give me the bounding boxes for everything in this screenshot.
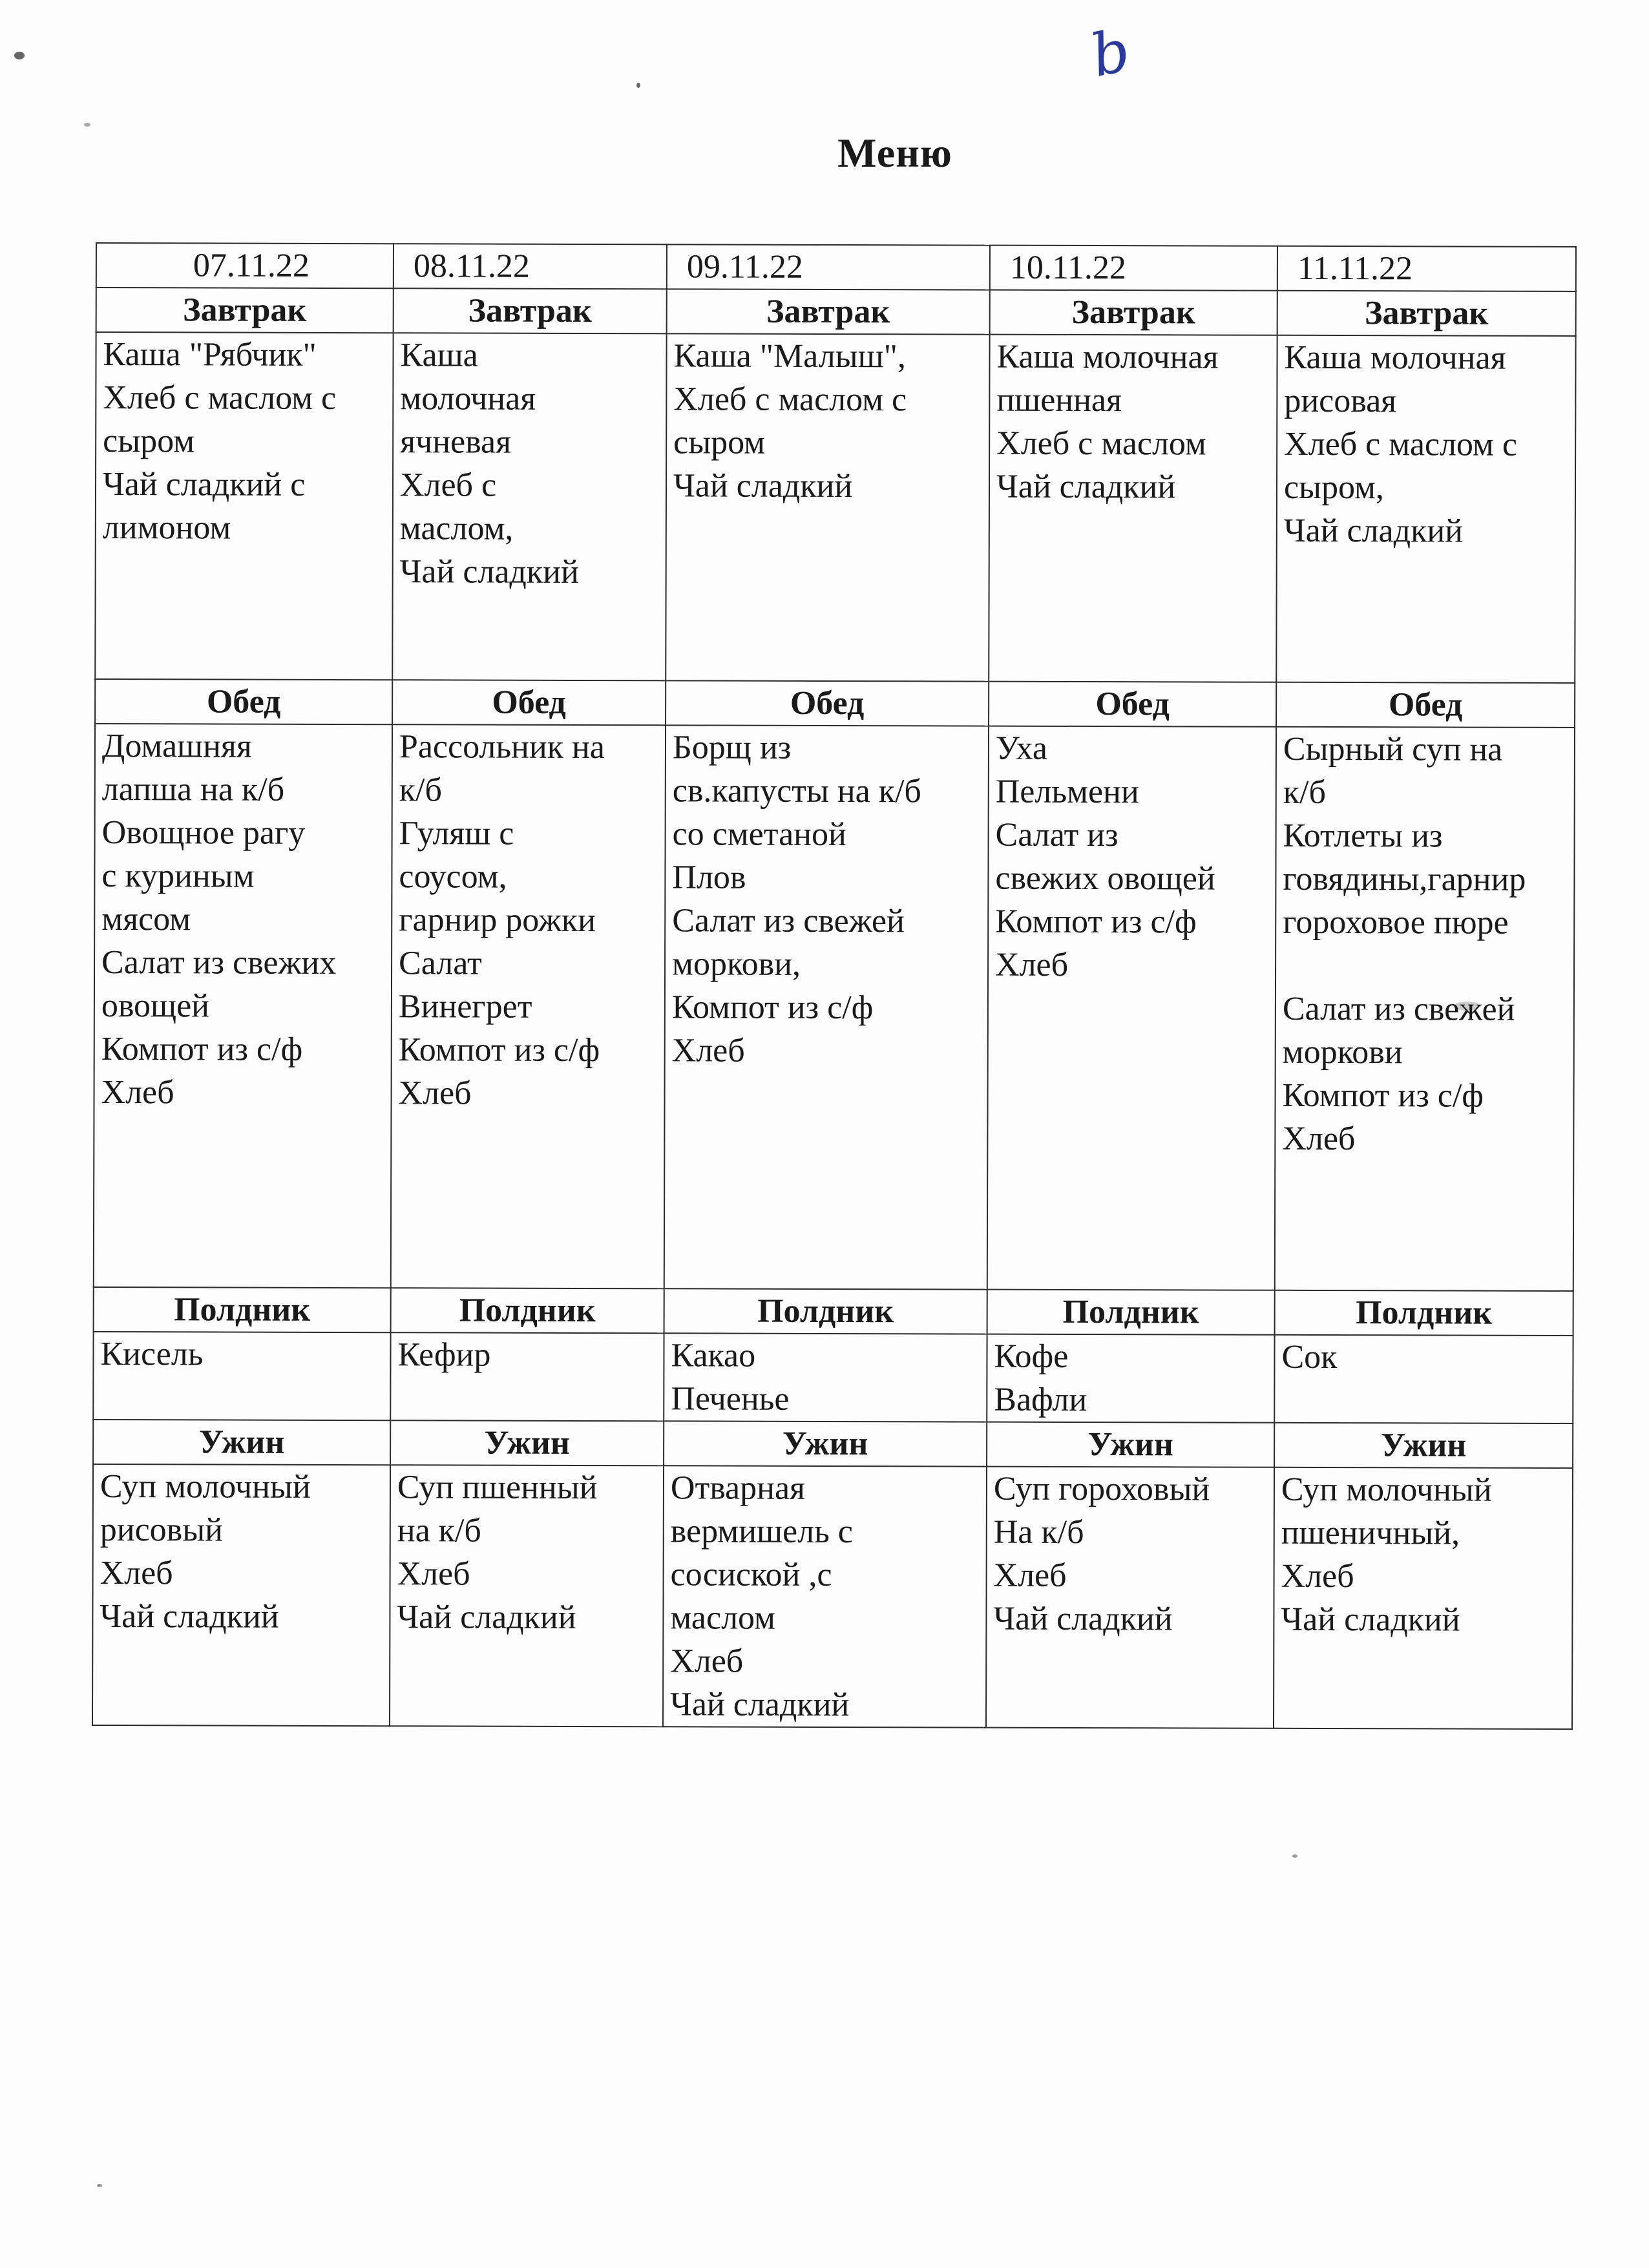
lunch-dishes-cell: [94, 724, 392, 1288]
dish-line: Хлеб: [995, 946, 1069, 983]
lunch-heading: Обед: [666, 680, 989, 726]
dish-line: Компот из с/ф: [101, 1031, 303, 1068]
breakfast-heading: Завтрак: [667, 289, 990, 334]
date-cell: 11.11.22: [1277, 246, 1576, 291]
dish-line: Хлеб: [1281, 1557, 1354, 1595]
lunch-heading: Обед: [989, 682, 1276, 727]
snack-heading: Полдник: [1275, 1290, 1573, 1336]
dish-line: со сметаной: [672, 815, 846, 854]
dish-line: Кисель: [100, 1336, 204, 1373]
breakfast-dishes-cell: [95, 332, 393, 680]
page-title: Меню: [837, 130, 952, 176]
dish-line: к/б: [399, 772, 443, 809]
dish-line: Вафли: [994, 1381, 1087, 1419]
snack-dishes-cell: [93, 1332, 390, 1420]
scan-speck: [97, 2184, 102, 2187]
dish-line: Чай сладкий: [670, 1686, 850, 1724]
dish-line: Чай сладкий: [399, 553, 579, 591]
dish-line: Печенье: [671, 1380, 790, 1418]
lunch-dishes-cell: [391, 724, 666, 1288]
dish-line: Суп пшенный: [397, 1469, 598, 1507]
dish-line: Хлеб: [1282, 1120, 1356, 1158]
dish-line: Хлеб: [398, 1075, 472, 1112]
snack-dishes-cell: [390, 1332, 664, 1421]
lunch-heading: Обед: [1276, 682, 1575, 728]
dish-line: Хлеб: [101, 1074, 174, 1111]
dish-line: Овощное рагу: [101, 814, 306, 852]
dinner-heading: Ужин: [664, 1421, 987, 1466]
lunch-dishes-cell: [987, 726, 1276, 1290]
scan-speck: [84, 123, 90, 127]
dinner-label-row: [93, 1420, 1573, 1468]
dish-line: Каша молочная: [1284, 339, 1506, 377]
dish-line: молочная: [400, 380, 536, 417]
lunch-dishes-cell: [1275, 727, 1575, 1291]
dinner-heading: Ужин: [1274, 1423, 1573, 1468]
breakfast-heading: Завтрак: [1277, 291, 1576, 336]
dish-line: Отварная: [670, 1469, 806, 1507]
dish-line: рисовый: [100, 1511, 224, 1549]
dish-line: Салат из свежих: [101, 944, 337, 982]
dish-line: лимоном: [102, 509, 231, 547]
dish-line: На к/б: [993, 1513, 1084, 1551]
dish-line: сыром: [103, 423, 195, 460]
dish-line: Пельмени: [995, 773, 1139, 811]
dish-line: Чай сладкий: [673, 467, 853, 505]
dish-line: соусом,: [399, 858, 507, 896]
snack-dishes-row: [93, 1332, 1573, 1423]
lunch-heading: Обед: [392, 680, 666, 725]
snack-heading: Полдник: [664, 1288, 987, 1334]
dish-line: Компот из с/ф: [671, 989, 874, 1027]
dish-line: Кофе: [994, 1338, 1069, 1375]
dish-line: Чай сладкий: [1283, 512, 1464, 550]
snack-label-row: [94, 1287, 1573, 1336]
dish-line: Каша "Малыш",: [673, 337, 906, 375]
dish-line: ячневая: [400, 423, 512, 461]
lunch-label-row: [95, 679, 1575, 728]
dish-line: Чай сладкий: [993, 1600, 1173, 1638]
dinner-heading: Ужин: [390, 1420, 664, 1465]
dish-line: моркови,: [672, 945, 801, 983]
dish-line: Суп молочный: [1281, 1471, 1492, 1509]
dish-line: Каша: [400, 337, 478, 374]
dish-line: сосиской ,с: [670, 1556, 832, 1593]
dish-line: Компот из с/ф: [1282, 1076, 1484, 1115]
breakfast-heading: Завтрак: [96, 288, 394, 333]
breakfast-heading: Завтрак: [990, 290, 1277, 335]
dish-line: Хлеб с маслом с: [673, 381, 907, 419]
dish-line: Салат из свежей: [1282, 990, 1515, 1028]
lunch-heading: Обед: [95, 679, 392, 724]
dish-line: маслом: [670, 1599, 776, 1637]
breakfast-dishes-cell: [666, 333, 989, 681]
dish-line: Плов: [672, 859, 746, 896]
dish-line: Каша "Рябчик": [103, 336, 317, 373]
dish-line: Компот из с/ф: [995, 903, 1197, 941]
dish-line: Салат: [399, 945, 482, 982]
dinner-dishes-row: [92, 1464, 1573, 1729]
dish-line: Кефир: [397, 1336, 491, 1374]
snack-heading: Полдник: [94, 1287, 391, 1332]
dish-line: овощей: [101, 987, 210, 1025]
breakfast-dishes-row: [95, 332, 1575, 683]
breakfast-label-row: [96, 288, 1576, 336]
date-cell: 10.11.22: [990, 246, 1277, 291]
dish-line: Салат из: [995, 816, 1119, 854]
dish-line: Каша молочная: [996, 338, 1219, 376]
dish-line: Чай сладкий с: [102, 466, 306, 503]
dish-line: на к/б: [397, 1512, 481, 1549]
dish-line: Котлеты из: [1283, 817, 1443, 855]
dish-line: Суп молочный: [100, 1468, 311, 1506]
dish-line: пшенная: [996, 381, 1122, 419]
menu-table: [92, 242, 1577, 1730]
dish-line: Хлеб: [100, 1555, 173, 1592]
dish-line: Хлеб с: [399, 467, 497, 504]
dish-line: с куриным: [101, 857, 255, 895]
dish-line: Хлеб с маслом с: [103, 379, 337, 417]
dinner-dishes-cell: [390, 1465, 664, 1727]
dinner-heading: Ужин: [93, 1420, 390, 1465]
date-header-row: [96, 243, 1576, 291]
dish-line: Хлеб: [671, 1032, 745, 1069]
dish-line: моркови: [1282, 1033, 1403, 1071]
dinner-heading: Ужин: [987, 1422, 1274, 1467]
dish-line: мясом: [101, 901, 191, 938]
dish-line: Чай сладкий: [100, 1598, 279, 1635]
dish-line: Сырный суп на: [1283, 730, 1503, 768]
breakfast-dishes-cell: [1276, 335, 1575, 683]
date-cell: 07.11.22: [96, 243, 394, 288]
dish-line: Хлеб с маслом с: [1284, 425, 1518, 463]
handwritten-mark: b: [1085, 16, 1136, 90]
dish-line: Винегрет: [398, 988, 532, 1025]
dish-line: говядины,гарнир: [1283, 860, 1526, 898]
scan-speck: [636, 83, 640, 88]
dish-line: Уха: [995, 730, 1048, 767]
dish-line: гарнир рожки: [399, 901, 596, 940]
breakfast-heading: Завтрак: [394, 288, 667, 333]
dish-line: Гуляш с: [399, 815, 514, 852]
dish-line: Чай сладкий: [1281, 1601, 1460, 1639]
dish-line: Сок: [1281, 1338, 1338, 1376]
dish-line: Суп гороховый: [993, 1470, 1210, 1508]
dish-line: Борщ из: [672, 729, 792, 766]
dish-line: к/б: [1283, 773, 1327, 811]
dish-line: Компот из с/ф: [398, 1031, 600, 1069]
dish-line: [1283, 944, 1567, 988]
dish-line: вермишель с: [670, 1513, 853, 1551]
snack-dishes-cell: [1274, 1335, 1573, 1423]
dish-line: Салат из свежей: [672, 902, 905, 940]
dish-line: рисовая: [1284, 382, 1397, 420]
scan-speck: [14, 52, 25, 59]
dish-line: сыром,: [1283, 468, 1385, 507]
dish-line: Рассольник на: [399, 728, 605, 766]
dish-line: Какао: [671, 1337, 756, 1374]
dish-line: Домашняя: [101, 728, 252, 765]
lunch-dishes-cell: [664, 725, 989, 1289]
snack-dishes-cell: [987, 1334, 1274, 1423]
dish-line: Хлеб с маслом: [996, 425, 1206, 463]
dish-line: Чай сладкий: [397, 1599, 576, 1636]
dish-line: маслом,: [399, 510, 514, 547]
dish-line: гороховое пюре: [1283, 903, 1509, 941]
dish-line: свежих овощей: [995, 859, 1215, 898]
dinner-dishes-cell: [663, 1465, 987, 1727]
dish-line: сыром: [673, 424, 766, 461]
snack-dishes-cell: [664, 1333, 987, 1422]
dish-line: Хлеб: [397, 1555, 470, 1593]
dish-line: Чай сладкий: [996, 468, 1176, 506]
date-cell: 09.11.22: [667, 244, 990, 289]
scan-speck: [1292, 1854, 1297, 1858]
lunch-dishes-row: [94, 724, 1575, 1291]
dish-line: св.капусты на к/б: [672, 772, 922, 810]
dinner-dishes-cell: [986, 1467, 1274, 1728]
dish-line: Хлеб: [670, 1643, 744, 1680]
dinner-dishes-cell: [92, 1464, 390, 1726]
snack-heading: Полдник: [391, 1288, 664, 1333]
date-cell: 08.11.22: [394, 244, 667, 289]
dish-line: пшеничный,: [1281, 1514, 1460, 1552]
breakfast-dishes-cell: [989, 335, 1277, 682]
breakfast-dishes-cell: [392, 333, 666, 680]
snack-heading: Полдник: [987, 1290, 1275, 1335]
dish-line: лапша на к/б: [101, 771, 285, 808]
dinner-dishes-cell: [1274, 1467, 1573, 1729]
dish-line: Хлеб: [993, 1557, 1067, 1594]
